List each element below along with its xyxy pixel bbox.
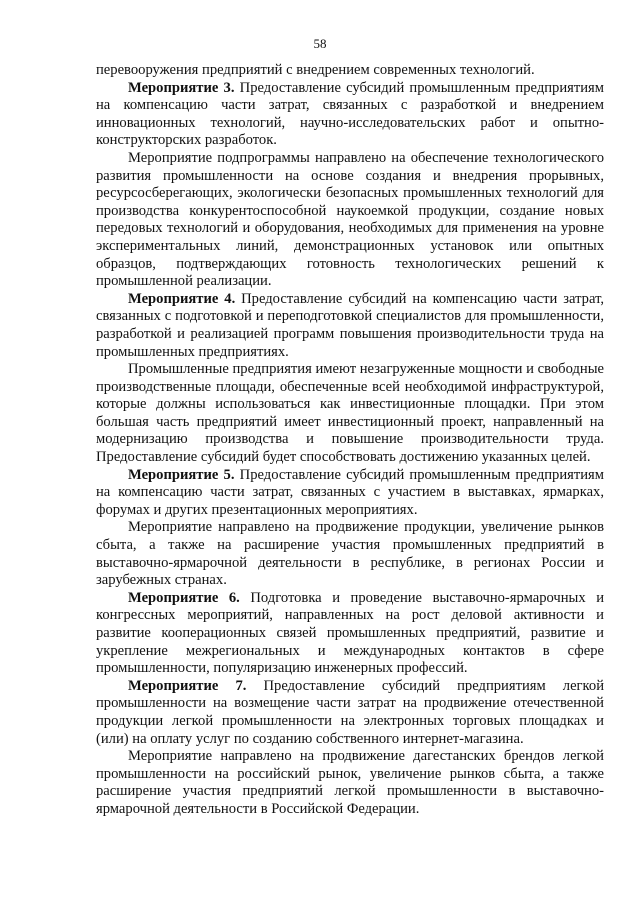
document-body xyxy=(96,62,604,819)
paragraph-measure-3-description xyxy=(96,150,604,291)
paragraph-continuation xyxy=(96,62,604,80)
paragraph-measure-4 xyxy=(96,291,604,361)
paragraph-text: Предоставление субсидий промышленным предприятиям на компенсацию части затрат, связанных с участием в выставках, ярмарках, форумах и других презентационных мероприятиях. xyxy=(96,466,605,518)
paragraph-measure-3 xyxy=(96,80,604,150)
measure-heading: Мероприятие 3. xyxy=(128,79,235,96)
paragraph-text: Предоставление субсидий промышленным предприятиям на компенсацию части затрат, связанных с разработкой и внедрением инновационных технологий, научно-исследовательских работ и опытно-конструкторских разработок. xyxy=(96,79,605,149)
paragraph-text: Мероприятие направлено на продвижение дагестанских брендов легкой промышленности на российский рынок, увеличение рынков сбыта, а также расширение участия предприятий легкой промышленности в выставочно-ярмарочной деятельности в Российской Федерации. xyxy=(96,748,604,817)
measure-heading: Мероприятие 6. xyxy=(128,589,240,606)
paragraph-measure-6 xyxy=(96,590,604,678)
paragraph-measure-7-description xyxy=(96,748,604,818)
measure-heading: Мероприятие 4. xyxy=(128,290,236,307)
paragraph-text: Предоставление субсидий на компенсацию части затрат, связанных с подготовкой и переподготовкой специалистов для промышленности, разработкой и реализацией программ повышения производительности труда на промышленных предприятиях. xyxy=(96,290,604,360)
paragraph-text: Промышленные предприятия имеют незагруженные мощности и свободные производственные площади, обеспеченные всей необходимой инфраструктурой, которые должны использоваться как инвестиционные площадки. При этом большая часть предприятий имеет инвестиционный проект, направленный на модернизацию производства и повышение производительности труда. Предоставление субсидий будет способствовать достижению указанных целей. xyxy=(96,361,604,466)
paragraph-text: Подготовка и проведение выставочно-ярмарочных и конгрессных мероприятий, направленных на рост деловой активности и развитие кооперационных связей промышленных предприятий, развитие и укрепление межрегиональных и международных контактов в сфере промышленности, популяризацию инженерных профессий. xyxy=(96,589,605,677)
paragraph-measure-5-description xyxy=(96,519,604,589)
measure-heading: Мероприятие 7. xyxy=(128,677,247,694)
page-number: 58 xyxy=(313,36,327,51)
paragraph-text: перевооружения предприятий с внедрением современных технологий. xyxy=(96,62,535,78)
paragraph-text: Мероприятие направлено на продвижение продукции, увеличение рынков сбыта, а также на расширение участия промышленных предприятий в выставочно-ярмарочной деятельности в республике, в регионах России и зарубежных странах. xyxy=(96,519,604,589)
paragraph-text: Мероприятие подпрограммы направлено на обеспечение технологического развития промышленности на основе создания и внедрения прорывных, ресурсосберегающих, экологически безопасных промышленных технологий для производства конкурентоспособной наукоемкой продукции, создание новых передовых технологий и оборудования, необходимых для применения на уровне экспериментальных линий, демонстрационных установок или опытных образцов, подтверждающих готовность технологических решений к промышленной реализации. xyxy=(96,149,604,290)
paragraph-measure-4-description xyxy=(96,361,604,467)
paragraph-measure-5 xyxy=(96,467,604,520)
paragraph-measure-7 xyxy=(96,678,604,748)
paragraph-text: Предоставление субсидий предприятиям легкой промышленности на возмещение части затрат на продвижение отечественной продукции легкой промышленности на электронных торговых площадках и (или) на оплату услуг по созданию собственного интернет-магазина. xyxy=(96,677,605,747)
measure-heading: Мероприятие 5. xyxy=(128,466,235,483)
